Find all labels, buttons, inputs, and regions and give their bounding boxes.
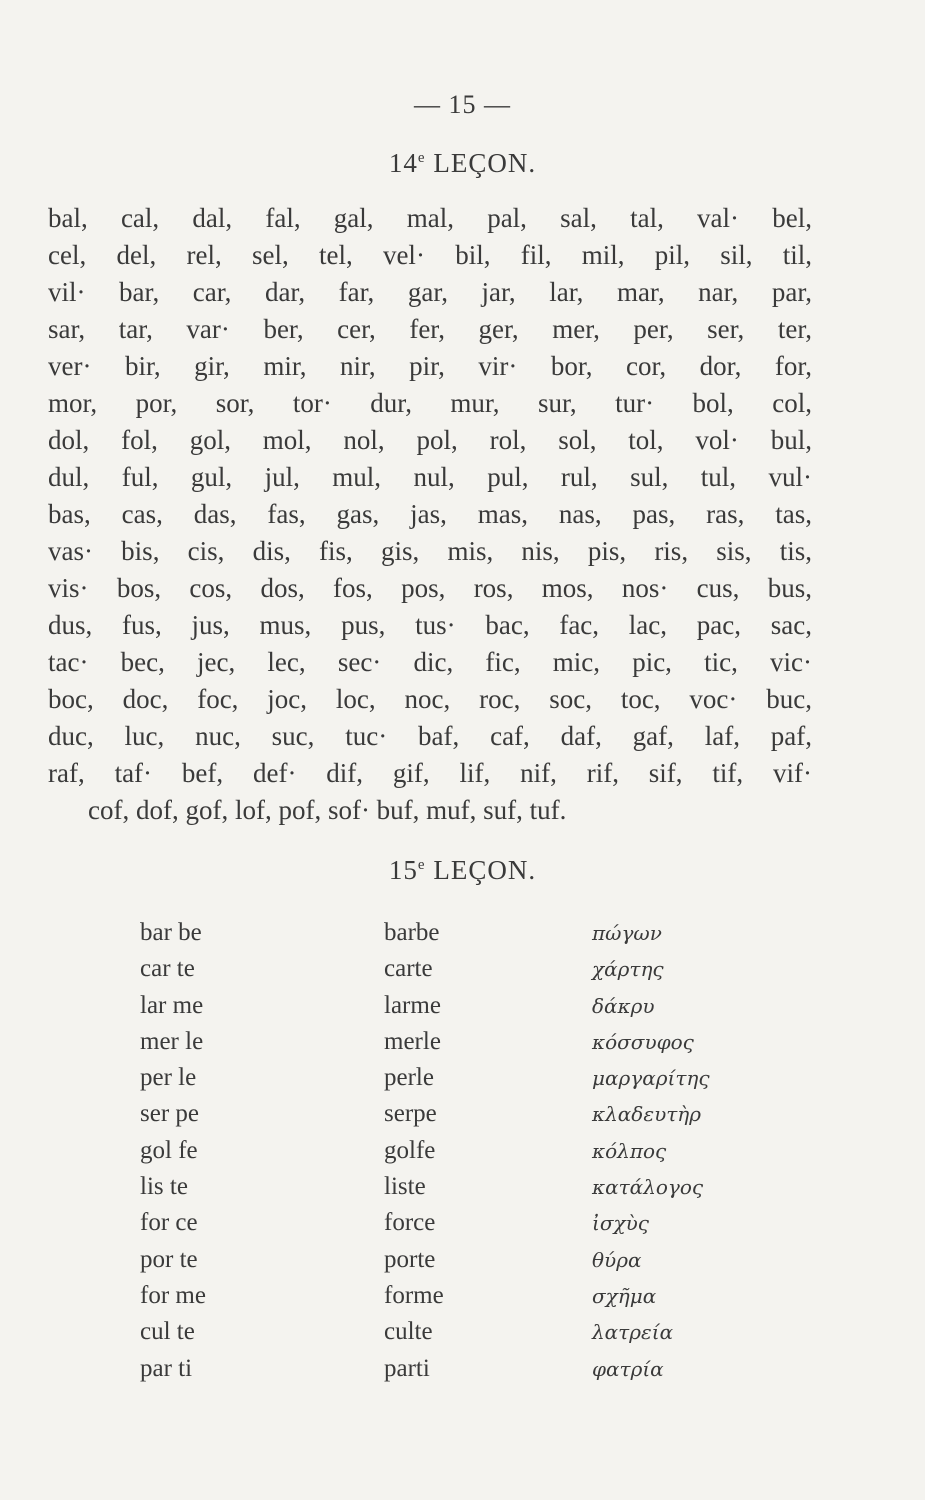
- split-syllables: for ce: [140, 1209, 198, 1237]
- greek-translation: σχῆμα: [592, 1283, 657, 1308]
- french-word: merle: [384, 1027, 441, 1055]
- lesson-15-number: 15: [388, 855, 418, 885]
- syllable-line: vis· bos, cos, dos, fos, pos, ros, mos, nos· cus, bus,: [48, 573, 812, 603]
- greek-translation: κόλπος: [592, 1138, 667, 1163]
- vocab-row: [0, 1169, 925, 1205]
- vocab-row: [0, 1351, 925, 1387]
- split-syllables: ser pe: [140, 1100, 199, 1128]
- lesson-15-ordinal: e: [417, 857, 426, 873]
- french-word: golfe: [384, 1136, 436, 1164]
- lesson-14-title: [0, 148, 925, 179]
- lesson-14-ordinal: e: [417, 150, 426, 166]
- french-word: perle: [384, 1064, 434, 1092]
- syllable-line: dus, fus, jus, mus, pus, tus· bac, fac, lac, pac, sac,: [48, 610, 812, 640]
- syllable-line: raf, taf· bef, def· dif, gif, lif, nif, rif, sif, tif, vif·: [48, 758, 812, 788]
- lesson-15-vocabulary: [0, 915, 925, 1387]
- syllable-line: dul, ful, gul, jul, mul, nul, pul, rul, sul, tul, vul·: [48, 462, 812, 492]
- vocab-row: [0, 1242, 925, 1278]
- greek-translation: κατάλογος: [592, 1175, 704, 1200]
- split-syllables: por te: [140, 1245, 198, 1273]
- lesson-14-number: 14: [388, 148, 418, 178]
- greek-translation: φατρία: [592, 1356, 664, 1381]
- split-syllables: mer le: [140, 1027, 204, 1055]
- greek-translation: κόσσυφος: [592, 1029, 694, 1054]
- split-syllables: par ti: [140, 1354, 193, 1382]
- syllable-line: mor, por, sor, tor· dur, mur, sur, tur· bol, col,: [48, 388, 812, 418]
- split-syllables: per le: [140, 1064, 197, 1092]
- split-syllables: lar me: [140, 991, 204, 1019]
- french-word: serpe: [384, 1100, 437, 1128]
- vocab-row: [0, 1314, 925, 1350]
- syllable-line: vil· bar, car, dar, far, gar, jar, lar, mar, nar, par,: [48, 277, 812, 307]
- syllable-line: tac· bec, jec, lec, sec· dic, fic, mic, pic, tic, vic·: [48, 647, 812, 677]
- split-syllables: car te: [140, 955, 195, 983]
- vocab-row: [0, 988, 925, 1024]
- syllable-line: vas· bis, cis, dis, fis, gis, mis, nis, pis, ris, sis, tis,: [48, 536, 812, 566]
- vocab-row: [0, 915, 925, 951]
- greek-translation: θύρα: [592, 1247, 642, 1272]
- split-syllables: bar be: [140, 919, 202, 946]
- french-word: culte: [384, 1318, 433, 1346]
- split-syllables: cul te: [140, 1318, 195, 1346]
- page-number: — 15 —: [414, 90, 511, 119]
- french-word: carte: [384, 955, 433, 983]
- greek-translation: ἰσχὺς: [592, 1211, 649, 1236]
- vocab-row: [0, 1024, 925, 1060]
- greek-translation: δάκρυ: [592, 993, 655, 1018]
- vocab-row: [0, 951, 925, 987]
- syllable-line: cof, dof, gof, lof, pof, sof· buf, muf, suf, tuf.: [88, 795, 567, 825]
- vocab-row: [0, 1133, 925, 1169]
- split-syllables: gol fe: [140, 1136, 198, 1164]
- greek-translation: λατρεία: [592, 1320, 674, 1345]
- greek-translation: χάρτης: [592, 957, 664, 982]
- french-word: larme: [384, 991, 441, 1019]
- syllable-line: bas, cas, das, fas, gas, jas, mas, nas, pas, ras, tas,: [48, 499, 812, 529]
- syllable-line: cel, del, rel, sel, tel, vel· bil, fil, mil, pil, sil, til,: [48, 240, 812, 270]
- syllable-line: boc, doc, foc, joc, loc, noc, roc, soc, toc, voc· buc,: [48, 684, 812, 714]
- french-word: liste: [384, 1173, 426, 1201]
- split-syllables: for me: [140, 1281, 206, 1309]
- lesson-15-word: LEÇON.: [433, 855, 537, 885]
- french-word: force: [384, 1209, 436, 1237]
- syllable-line: bal, cal, dal, fal, gal, mal, pal, sal, tal, val· bel,: [48, 203, 812, 233]
- syllable-line: ver· bir, gir, mir, nir, pir, vir· bor, cor, dor, for,: [48, 351, 812, 381]
- french-word: forme: [384, 1281, 444, 1309]
- lesson-14-word: LEÇON.: [433, 148, 537, 178]
- french-word: porte: [384, 1245, 436, 1273]
- syllable-line: dol, fol, gol, mol, nol, pol, rol, sol, tol, vol· bul,: [48, 425, 812, 455]
- greek-translation: μαργαρίτης: [592, 1066, 710, 1091]
- greek-translation: κλαδευτὴρ: [592, 1102, 702, 1127]
- greek-translation: πώγων: [592, 921, 662, 945]
- vocab-row: [0, 1278, 925, 1314]
- lesson-15-title: [0, 855, 925, 886]
- vocab-row: [0, 1096, 925, 1132]
- syllable-line: duc, luc, nuc, suc, tuc· baf, caf, daf, gaf, laf, paf,: [48, 721, 812, 751]
- vocab-row: [0, 1060, 925, 1096]
- split-syllables: lis te: [140, 1173, 188, 1201]
- vocab-row: [0, 1205, 925, 1241]
- lesson-14-syllables: [48, 200, 812, 829]
- french-word: parti: [384, 1354, 430, 1382]
- french-word: barbe: [384, 919, 440, 946]
- syllable-line: sar, tar, var· ber, cer, fer, ger, mer, per, ser, ter,: [48, 314, 812, 344]
